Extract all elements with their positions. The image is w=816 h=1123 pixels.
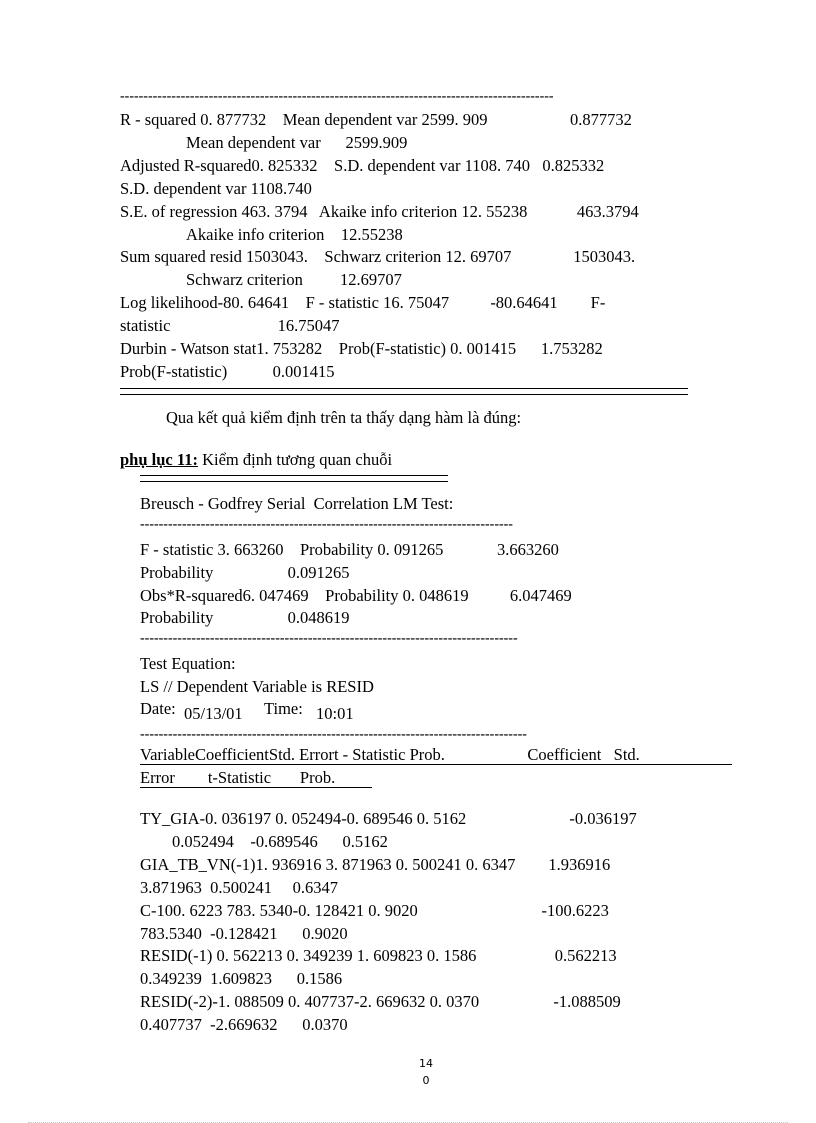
f-statistic-line: F - statistic 3. 663260 Probability 0. 091265 3.663260 — [140, 540, 559, 559]
r-squared-wrap: Mean dependent var 2599.909 — [186, 133, 408, 152]
adj-r-squared-line: Adjusted R-squared0. 825332 S.D. dependent var 1108. 740 0.825332 — [120, 156, 605, 175]
table-row-ty-gia: TY_GIA-0. 036197 0. 052494-0. 689546 0. 5162 -0.036197 — [140, 809, 637, 828]
appendix-label: phụ lục 11: — [120, 450, 198, 469]
date-label: Date: — [140, 699, 176, 718]
dashed-rule: --------------------------------------------------------------------------------------------- — [120, 90, 554, 104]
adj-r-squared-wrap: S.D. dependent var 1108.740 — [120, 179, 312, 198]
ls-line: LS // Dependent Variable is RESID — [140, 677, 374, 696]
dashed-rule-3: --------------------------------------------------------------------------------- — [140, 632, 518, 646]
durbin-watson-line: Durbin - Watson stat1. 753282 Prob(F-statistic) 0. 001415 1.753282 — [120, 339, 603, 358]
table-row-resid-2: RESID(-2)-1. 088509 0. 407737-2. 669632 0. 0370 -1.088509 — [140, 992, 621, 1011]
table-row-ty-gia-wrap: 0.052494 -0.689546 0.5162 — [172, 832, 388, 851]
table-row-resid-1-wrap: 0.349239 1.609823 0.1586 — [140, 969, 343, 988]
r-squared-line: R - squared 0. 877732 Mean dependent var 2599. 909 0.877732 — [120, 110, 632, 129]
se-regression-line: S.E. of regression 463. 3794 Akaike info criterion 12. 55238 463.3794 — [120, 202, 639, 221]
page-number: 14 — [419, 1057, 433, 1070]
time-label: Time: — [264, 699, 303, 718]
obs-r-squared-line: Obs*R-squared6. 047469 Probability 0. 048619 6.047469 — [140, 586, 572, 605]
table-row-c: C-100. 6223 783. 5340-0. 128421 0. 9020 -100.6223 — [140, 901, 609, 920]
dashed-rule-4: ----------------------------------------------------------------------------------- — [140, 728, 527, 742]
table-header-underline — [140, 764, 732, 765]
double-rule-2 — [140, 475, 448, 482]
dashed-rule-2: -------------------------------------------------------------------------------- — [140, 518, 513, 532]
table-header-wrap: Error t-Statistic Prob. — [140, 768, 336, 787]
loglik-wrap: statistic 16.75047 — [120, 316, 340, 335]
durbin-watson-wrap: Prob(F-statistic) 0.001415 — [120, 362, 335, 381]
table-row-resid-2-wrap: 0.407737 -2.669632 0.0370 — [140, 1015, 348, 1034]
table-row-resid-1: RESID(-1) 0. 562213 0. 349239 1. 609823 0. 1586 0.562213 — [140, 946, 617, 965]
table-header-underline-2 — [140, 787, 372, 788]
table-header-line: VariableCoefficientStd. Errort - Statistic Prob. Coefficient Std. — [140, 745, 640, 764]
conclusion-text: Qua kết quả kiểm định trên ta thấy dạng hàm là đúng: — [166, 408, 522, 427]
bg-test-title: Breusch - Godfrey Serial Correlation LM Test: — [140, 494, 454, 513]
table-row-gia-tb-vn-wrap: 3.871963 0.500241 0.6347 — [140, 878, 338, 897]
page-number-sub: 0 — [422, 1074, 430, 1087]
time-value: 10:01 — [316, 704, 354, 723]
date-value: 05/13/01 — [184, 704, 243, 723]
f-statistic-wrap: Probability 0.091265 — [140, 563, 350, 582]
ssr-line: Sum squared resid 1503043. Schwarz criterion 12. 69707 1503043. — [120, 247, 636, 266]
appendix-heading — [120, 450, 392, 470]
se-regression-wrap: Akaike info criterion 12.55238 — [186, 225, 403, 244]
table-row-c-wrap: 783.5340 -0.128421 0.9020 — [140, 924, 348, 943]
table-row-gia-tb-vn: GIA_TB_VN(-1)1. 936916 3. 871963 0. 500241 0. 6347 1.936916 — [140, 855, 611, 874]
appendix-title: Kiểm định tương quan chuỗi — [197, 450, 393, 469]
loglik-line: Log likelihood-80. 64641 F - statistic 16. 75047 -80.64641 F- — [120, 293, 606, 312]
obs-r-squared-wrap: Probability 0.048619 — [140, 608, 350, 627]
double-rule — [120, 388, 688, 395]
test-equation-label: Test Equation: — [140, 654, 236, 673]
ssr-wrap: Schwarz criterion 12.69707 — [186, 270, 402, 289]
